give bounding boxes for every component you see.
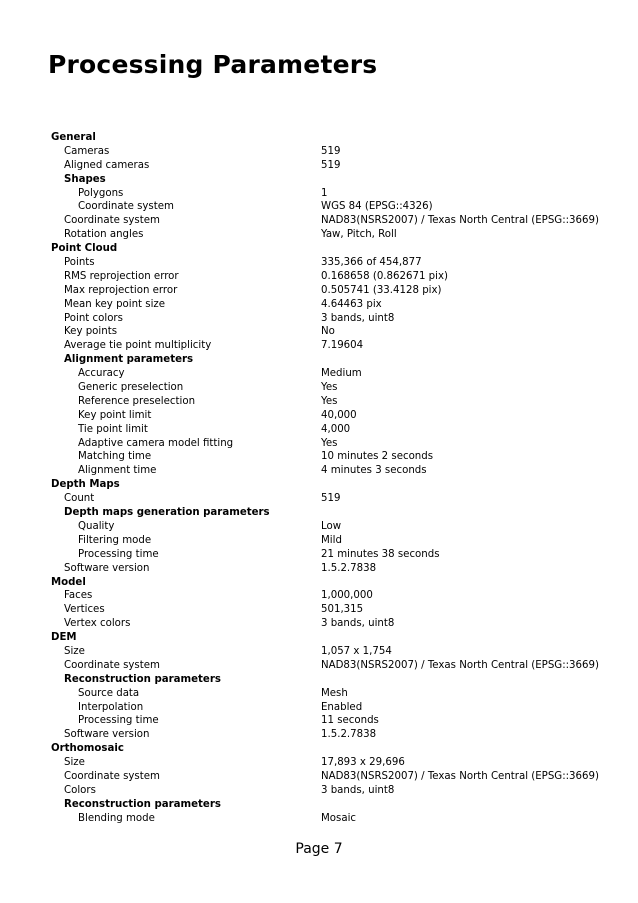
parameter-label: Depth maps generation parameters — [64, 507, 270, 519]
parameter-row — [51, 284, 611, 298]
parameter-value: 3 bands, uint8 — [321, 312, 395, 324]
section-heading — [51, 742, 611, 756]
parameter-value: 0.505741 (33.4128 pix) — [321, 284, 442, 296]
parameter-row — [51, 256, 611, 270]
parameter-row — [51, 603, 611, 617]
parameter-row — [51, 228, 611, 242]
parameter-value: 519 — [321, 145, 341, 157]
section-heading — [51, 131, 611, 145]
parameter-label: Blending mode — [78, 812, 155, 824]
parameter-row — [51, 214, 611, 228]
parameter-label: Average tie point multiplicity — [64, 340, 212, 352]
parameter-label: RMS reprojection error — [64, 270, 179, 282]
parameter-label: Reference preselection — [78, 395, 196, 407]
parameter-value: 3 bands, uint8 — [321, 784, 395, 796]
parameter-row — [51, 270, 611, 284]
parameter-label: Processing time — [78, 715, 159, 727]
parameter-value: Yes — [321, 437, 338, 449]
parameter-label: Point Cloud — [51, 243, 118, 255]
parameter-row — [51, 298, 611, 312]
parameter-value: NAD83(NSRS2007) / Texas North Central (EPSG::3669) — [321, 215, 599, 227]
parameter-value: 7.19604 — [321, 340, 364, 352]
parameter-value: 4 minutes 3 seconds — [321, 465, 427, 477]
parameter-value: 1.5.2.7838 — [321, 729, 377, 741]
parameter-value: 4,000 — [321, 423, 351, 435]
parameter-label: Accuracy — [78, 368, 125, 380]
parameter-label: Size — [64, 757, 85, 769]
parameter-value: Mesh — [321, 687, 348, 699]
parameter-label: Coordinate system — [64, 215, 160, 227]
parameter-label: Source data — [78, 687, 140, 699]
subsection-heading — [51, 798, 611, 812]
parameter-value: 501,315 — [321, 604, 364, 616]
page-number: Page 7 — [295, 841, 343, 857]
parameter-label: Orthomosaic — [51, 743, 124, 755]
parameter-row — [51, 437, 611, 451]
parameter-label: General — [51, 132, 96, 143]
parameter-label: Coordinate system — [78, 201, 174, 213]
parameter-row — [51, 325, 611, 339]
parameter-row — [51, 756, 611, 770]
parameter-label: Faces — [64, 590, 93, 602]
parameter-row — [51, 187, 611, 201]
parameter-label: Adaptive camera model fitting — [78, 437, 234, 449]
parameter-value: 4.64463 pix — [321, 298, 382, 310]
parameter-value: Medium — [321, 368, 362, 380]
parameter-row — [51, 450, 611, 464]
parameter-label: Mean key point size — [64, 298, 166, 310]
parameter-label: Interpolation — [78, 701, 144, 713]
parameter-row — [51, 381, 611, 395]
parameter-value: Yes — [321, 382, 338, 394]
section-heading — [51, 478, 611, 492]
parameter-label: Tie point limit — [78, 423, 148, 435]
parameter-label: Processing time — [78, 548, 159, 560]
parameter-label: Max reprojection error — [64, 284, 178, 296]
parameter-label: Reconstruction parameters — [64, 673, 221, 685]
parameter-row — [51, 409, 611, 423]
parameter-label: Filtering mode — [78, 534, 152, 546]
parameter-row — [51, 645, 611, 659]
parameter-row — [51, 562, 611, 576]
parameter-row — [51, 312, 611, 326]
parameter-row — [51, 395, 611, 409]
parameter-value: Yes — [321, 395, 338, 407]
parameter-value: No — [321, 326, 335, 338]
parameter-label: Alignment time — [78, 465, 157, 477]
parameter-value: Mosaic — [321, 812, 357, 824]
subsection-heading — [51, 353, 611, 367]
parameter-value: Low — [321, 520, 342, 532]
parameter-row — [51, 534, 611, 548]
parameter-row — [51, 812, 611, 826]
parameter-value: 40,000 — [321, 409, 357, 421]
parameter-value: Enabled — [321, 701, 363, 713]
parameter-row — [51, 714, 611, 728]
parameter-row — [51, 687, 611, 701]
parameter-value: 335,366 of 454,877 — [321, 257, 422, 269]
section-heading — [51, 631, 611, 645]
parameter-row — [51, 701, 611, 715]
parameter-value: 11 seconds — [321, 715, 379, 727]
parameter-row — [51, 200, 611, 214]
parameter-value: 1 — [321, 187, 328, 199]
parameter-value: 1.5.2.7838 — [321, 562, 377, 574]
parameter-label: Software version — [64, 562, 150, 574]
parameter-row — [51, 159, 611, 173]
parameter-label: Vertex colors — [64, 618, 131, 630]
parameter-row — [51, 589, 611, 603]
parameter-label: Model — [51, 576, 86, 588]
subsection-heading — [51, 173, 611, 187]
parameter-row — [51, 492, 611, 506]
parameter-label: Count — [64, 493, 95, 505]
parameter-value: 21 minutes 38 seconds — [321, 548, 440, 560]
parameter-row — [51, 339, 611, 353]
section-heading — [51, 242, 611, 256]
parameter-label: Aligned cameras — [64, 159, 150, 171]
parameter-label: Alignment parameters — [64, 354, 194, 366]
parameter-row — [51, 548, 611, 562]
page-title: Processing Parameters — [48, 50, 378, 79]
parameter-value: NAD83(NSRS2007) / Texas North Central (EPSG::3669) — [321, 659, 599, 671]
parameter-label: Generic preselection — [78, 382, 184, 394]
subsection-heading — [51, 673, 611, 687]
processing-parameters-table — [51, 131, 611, 826]
parameter-value: 0.168658 (0.862671 pix) — [321, 270, 448, 282]
parameter-row — [51, 145, 611, 159]
parameter-label: Quality — [78, 520, 115, 532]
parameter-row — [51, 784, 611, 798]
parameter-label: Colors — [64, 784, 96, 796]
parameter-row — [51, 617, 611, 631]
parameter-label: Coordinate system — [64, 659, 160, 671]
parameter-value: Yaw, Pitch, Roll — [321, 229, 397, 241]
parameter-row — [51, 367, 611, 381]
parameter-row — [51, 423, 611, 437]
parameter-label: Coordinate system — [64, 770, 160, 782]
parameter-label: Matching time — [78, 451, 152, 463]
parameter-label: Rotation angles — [64, 229, 144, 241]
parameter-row — [51, 659, 611, 673]
parameter-value: 17,893 x 29,696 — [321, 757, 405, 769]
parameter-value: Mild — [321, 534, 342, 546]
parameter-label: Reconstruction parameters — [64, 798, 221, 810]
parameter-label: Size — [64, 645, 85, 657]
parameter-row — [51, 728, 611, 742]
parameter-row — [51, 464, 611, 478]
parameter-label: Shapes — [64, 173, 106, 185]
parameter-row — [51, 770, 611, 784]
parameter-value: 10 minutes 2 seconds — [321, 451, 434, 463]
section-heading — [51, 576, 611, 590]
parameter-label: Polygons — [78, 187, 124, 199]
parameter-label: Points — [64, 257, 95, 269]
parameter-label: Software version — [64, 729, 150, 741]
parameter-label: Point colors — [64, 312, 123, 324]
parameter-label: Vertices — [64, 604, 105, 616]
parameter-value: 1,000,000 — [321, 590, 373, 602]
parameter-value: 519 — [321, 493, 341, 505]
parameter-row — [51, 520, 611, 534]
parameter-label: Depth Maps — [51, 479, 120, 491]
parameter-value: WGS 84 (EPSG::4326) — [321, 201, 433, 213]
parameter-label: Key point limit — [78, 409, 152, 421]
parameter-value: 519 — [321, 159, 341, 171]
subsection-heading — [51, 506, 611, 520]
parameter-value: NAD83(NSRS2007) / Texas North Central (EPSG::3669) — [321, 770, 599, 782]
parameter-value: 1,057 x 1,754 — [321, 645, 392, 657]
parameter-label: Cameras — [64, 145, 110, 157]
parameter-label: Key points — [64, 326, 117, 338]
parameter-label: DEM — [51, 632, 77, 644]
parameter-value: 3 bands, uint8 — [321, 618, 395, 630]
